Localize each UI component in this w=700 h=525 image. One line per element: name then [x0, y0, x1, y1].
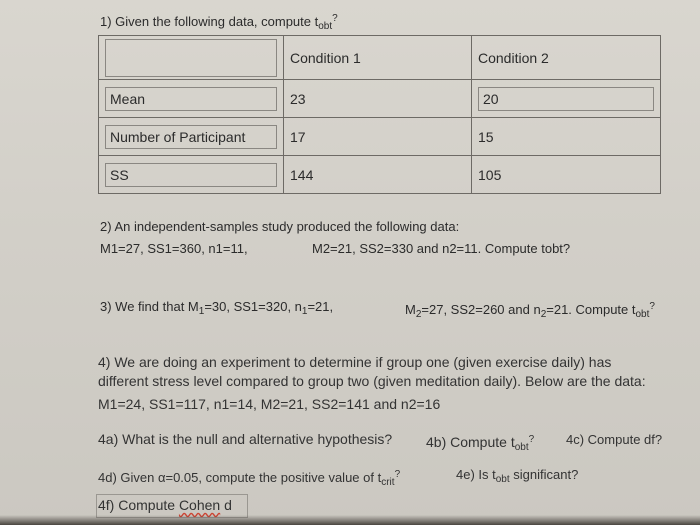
table-cell: 17	[284, 118, 472, 156]
table-row	[99, 118, 661, 156]
table-cell: SS	[99, 156, 284, 194]
question-4a: 4a) What is the null and alternative hypothesis?	[98, 431, 393, 447]
table-cell: 20	[472, 80, 661, 118]
question-4b: 4b) Compute $t_{obt}^?$	[426, 434, 535, 453]
table-cell: 144	[284, 156, 472, 194]
table-header-cell: Condition 1	[284, 36, 472, 80]
question-3-part-a: 3) We find that $M_1=30$, SS1=320, $n_1=21$,	[100, 299, 334, 317]
table-row	[99, 80, 661, 118]
table-cell: Mean	[99, 80, 284, 118]
table-cell: 15	[472, 118, 661, 156]
question-1: 1) Given the following data, compute $t_{obt}^?$	[100, 13, 338, 32]
table-row	[99, 156, 661, 194]
table-cell: Number of Participant	[99, 118, 284, 156]
question-4e: 4e) Is $t_{obt}$ significant?	[456, 467, 579, 485]
table-header-cell: Condition 2	[472, 36, 661, 80]
question-4c: 4c) Compute df?	[566, 432, 663, 447]
question-3-part-b: $M_2=27$, SS2=260 and $n_2=21$. Compute $t_{obt}^?$	[405, 301, 655, 320]
table-cell: 23	[284, 80, 472, 118]
question-2-line-2b: M2=21, SS2=330 and n2=11. Compute tobt?	[312, 241, 571, 256]
data-table	[98, 35, 661, 194]
question-4-line-1: 4) We are doing an experiment to determine if group one (given exercise daily) has	[98, 354, 612, 370]
question-4-line-3: M1=24, SS1=117, n1=14, M2=21, SS2=141 and n2=16	[98, 396, 441, 412]
table-header-cell	[99, 36, 284, 80]
question-4f: 4f) Compute Cohen d	[98, 497, 232, 513]
question-4d: 4d) Given α=0.05, compute the positive value of $t_{crit}^?$	[98, 469, 401, 488]
photo-bottom-edge	[0, 515, 700, 525]
question-2-line-2a: M1=27, SS1=360, n1=11,	[100, 241, 248, 256]
question-4-line-2: different stress level compared to group two (given meditation daily). Below are the data:	[98, 373, 646, 389]
question-2-line-1: 2) An independent-samples study produced the following data:	[100, 219, 460, 234]
table-cell: 105	[472, 156, 661, 194]
table-header-row	[99, 36, 661, 80]
